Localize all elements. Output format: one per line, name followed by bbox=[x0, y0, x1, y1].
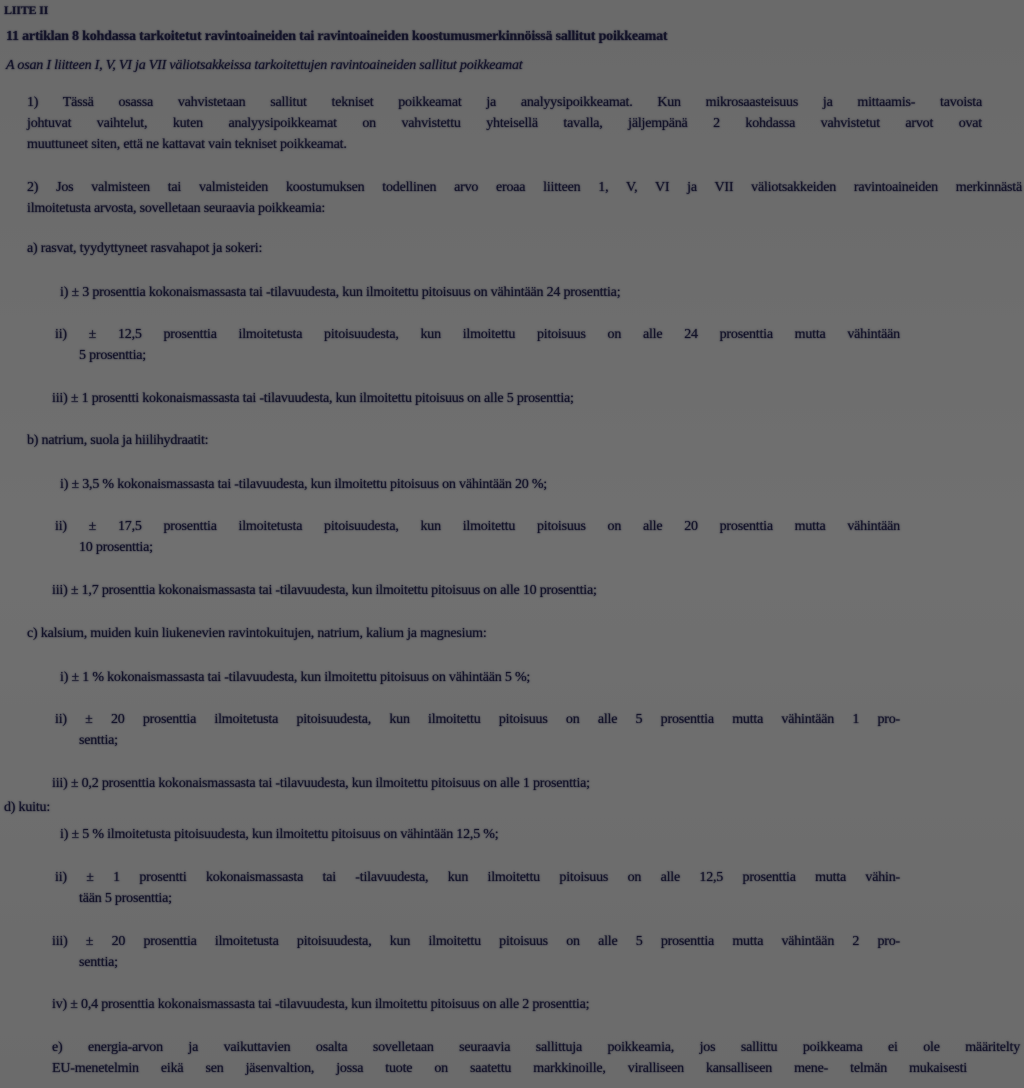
section-b-item-2-line-1: ii) ± 17,5 prosenttia ilmoitetusta pitoisuudesta, kun ilmoitettu pitoisuus on alle 20 prosenttia mutta vähintään bbox=[55, 519, 900, 534]
section-d-item-2-line-1: ii) ± 1 prosentti kokonaismassasta tai -tilavuudesta, kun ilmoitettu pitoisuus on alle 12,5 prosenttia mutta vähin- bbox=[55, 870, 900, 885]
paragraph-1-line-3: muuttuneet siten, että ne kattavat vain tekniset poikkeamat. bbox=[27, 137, 347, 152]
section-a-item-1: i) ± 3 prosenttia kokonaismassasta tai -tilavuudesta, kun ilmoitettu pitoisuus on vähintään 24 prosenttia; bbox=[60, 285, 621, 300]
section-d-item-1: i) ± 5 % ilmoitetusta pitoisuudesta, kun ilmoitettu pitoisuus on vähintään 12,5 %; bbox=[60, 827, 499, 842]
section-d-item-4: iv) ± 0,4 prosenttia kokonaismassasta tai -tilavuudesta, kun ilmoitettu pitoisuus on alle 2 prosenttia; bbox=[52, 997, 590, 1012]
section-d-label: d) kuitu: bbox=[4, 800, 51, 815]
document-subtitle: A osan I liitteen I, V, VI ja VII väliotsakkeissa tarkoitettujen ravintoaineiden sallitut poikkeamat bbox=[6, 58, 523, 73]
section-c-item-2-line-2: senttia; bbox=[79, 733, 118, 748]
section-c-item-2-line-1: ii) ± 20 prosenttia ilmoitetusta pitoisuudesta, kun ilmoitettu pitoisuus on alle 5 prosenttia mutta vähintään 1 pro- bbox=[55, 712, 900, 727]
closing-line-1: e) energia-arvon ja vaikuttavien osalta sovelletaan seuraavia sallittuja poikkeamia, jos sallittu poikkeama ei ole määritelty bbox=[52, 1040, 1020, 1055]
document-title: 11 artiklan 8 kohdassa tarkoitetut ravintoaineiden tai ravintoaineiden koostumusmerkinnöissä sallitut poikkeamat bbox=[6, 29, 668, 44]
section-d-item-3-line-1: iii) ± 20 prosenttia ilmoitetusta pitoisuudesta, kun ilmoitettu pitoisuus on alle 5 prosenttia mutta vähintään 2 pro- bbox=[52, 934, 900, 949]
section-d-item-3-line-2: senttia; bbox=[79, 955, 118, 970]
section-a-item-3: iii) ± 1 prosentti kokonaismassasta tai -tilavuudesta, kun ilmoitettu pitoisuus on alle 5 prosenttia; bbox=[52, 391, 574, 406]
section-a-item-2-line-1: ii) ± 12,5 prosenttia ilmoitetusta pitoisuudesta, kun ilmoitettu pitoisuus on alle 24 prosenttia mutta vähintään bbox=[55, 327, 900, 342]
section-c-item-1: i) ± 1 % kokonaismassasta tai -tilavuudesta, kun ilmoitettu pitoisuus on vähintään 5 %; bbox=[60, 670, 531, 685]
section-c-item-3: iii) ± 0,2 prosenttia kokonaismassasta tai -tilavuudesta, kun ilmoitettu pitoisuus on alle 1 prosenttia; bbox=[52, 776, 590, 791]
section-a-label: a) rasvat, tyydyttyneet rasvahapot ja sokeri: bbox=[27, 241, 263, 256]
section-d-item-2-line-2: tään 5 prosenttia; bbox=[79, 891, 172, 906]
paragraph-2-line-1: 2) Jos valmisteen tai valmisteiden koostumuksen todellinen arvo eroaa liitteen 1, V, VI ja VII väliotsakkeiden ravintoaineiden merkinnästä bbox=[27, 180, 1022, 195]
section-b-label: b) natrium, suola ja hiilihydraatit: bbox=[27, 433, 209, 448]
section-b-item-2-line-2: 10 prosenttia; bbox=[79, 540, 153, 555]
paragraph-1-line-1: 1) Tässä osassa vahvistetaan sallitut tekniset poikkeamat ja analyysipoikkeamat. Kun mikrosaasteisuus ja mittaamis- tavoista bbox=[27, 95, 982, 110]
paragraph-1-line-2: johtuvat vaihtelut, kuten analyysipoikkeamat on vahvistettu yhteisellä tavalla, jäljempänä 2 kohdassa vahvistetut arvot ovat bbox=[27, 116, 982, 131]
section-a-item-2-line-2: 5 prosenttia; bbox=[79, 348, 146, 363]
section-c-label: c) kalsium, muiden kuin liukenevien ravintokuitujen, natrium, kalium ja magnesium: bbox=[27, 626, 487, 641]
section-b-item-1: i) ± 3,5 % kokonaismassasta tai -tilavuudesta, kun ilmoitettu pitoisuus on vähintään 20 %; bbox=[60, 477, 547, 492]
closing-line-2: EU-menetelmin eikä sen jäsenvaltion, jossa tuote on saatettu markkinoille, viralliseen kansalliseen mene- telmän mukaisesti bbox=[52, 1061, 967, 1076]
section-b-item-3: iii) ± 1,7 prosenttia kokonaismassasta tai -tilavuudesta, kun ilmoitettu pitoisuus on alle 10 prosenttia; bbox=[52, 583, 597, 598]
annex-label: LIITE II bbox=[4, 3, 49, 17]
paragraph-2-line-2: ilmoitetusta arvosta, sovelletaan seuraavia poikkeamia: bbox=[27, 201, 326, 216]
